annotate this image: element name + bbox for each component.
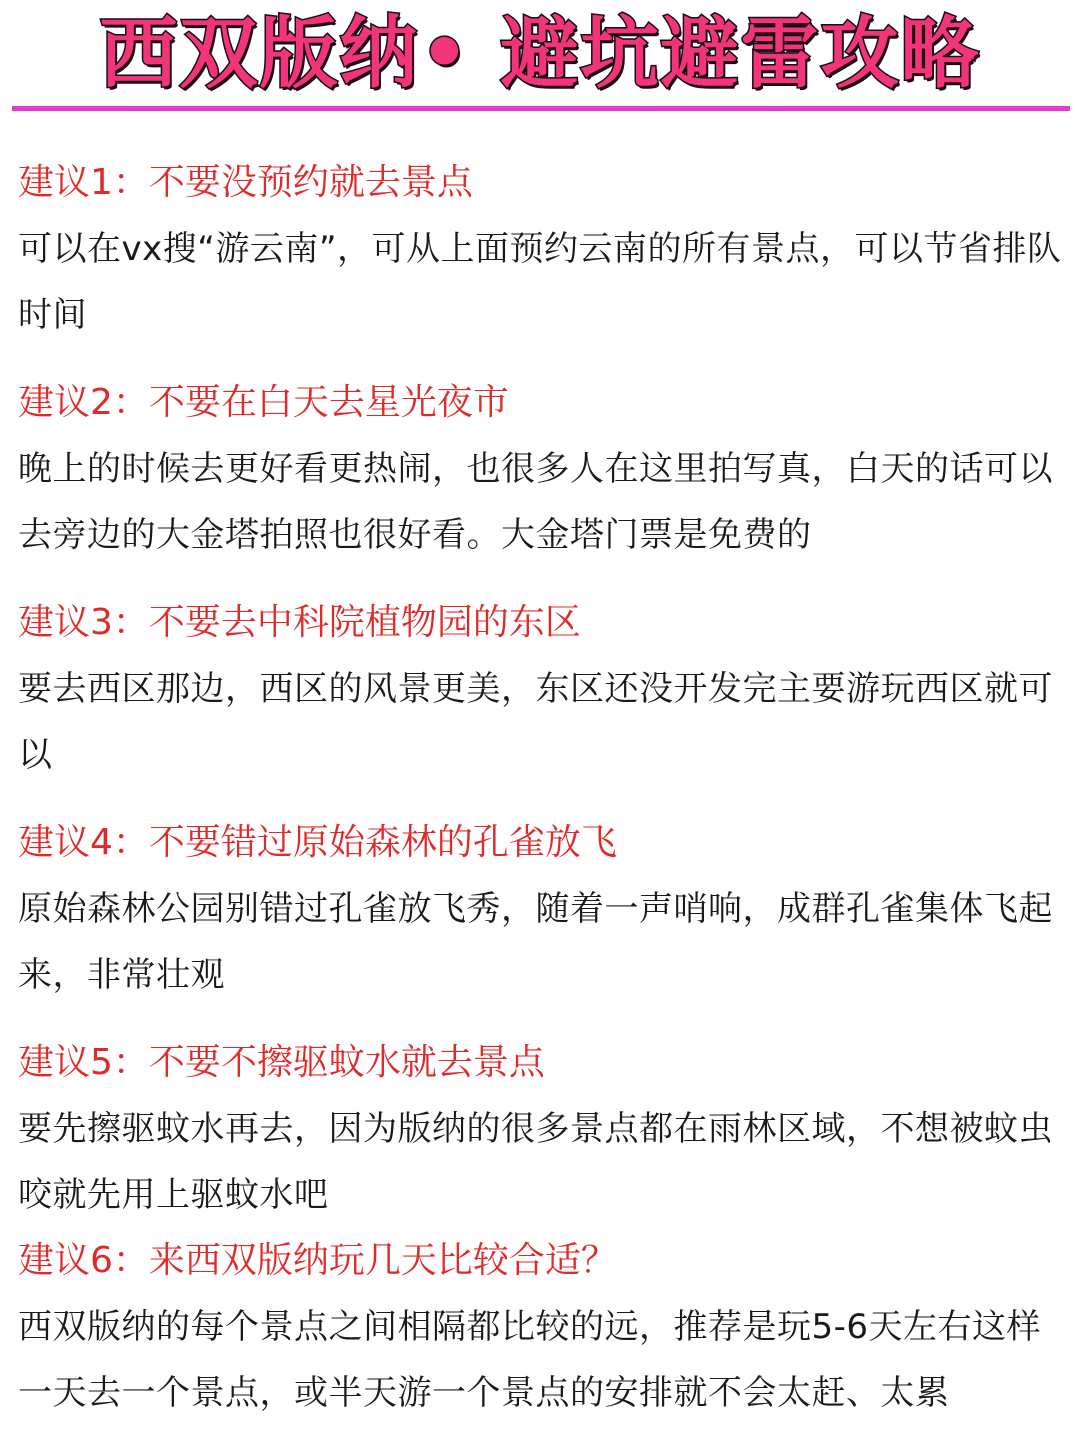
tip-heading: 建议4：不要错过原始森林的孔雀放飞 [18, 822, 617, 863]
title-divider [12, 106, 1070, 111]
tip-1 [18, 150, 1068, 348]
title-banner [0, 0, 1080, 104]
page-title: 西双版纳• 避坑避雷攻略 [99, 9, 981, 99]
tip-heading: 建议3：不要去中科院植物园的东区 [18, 602, 581, 643]
tips-list [18, 150, 1068, 1426]
tip-heading: 建议1：不要没预约就去景点 [18, 162, 473, 203]
tip-2 [18, 370, 1068, 568]
tip-body: 要去西区那边，西区的风景更美，东区还没开发完主要游玩西区就可以 [18, 669, 1053, 775]
tip-3 [18, 590, 1068, 788]
tip-body: 西双版纳的每个景点之间相隔都比较的远，推荐是玩5-6天左右这样一天去一个景点，或半天游一个景点的安排就不会太赶、太累 [18, 1307, 1042, 1413]
tip-body: 可以在vx搜“游云南”，可从上面预约云南的所有景点，可以节省排队时间 [18, 229, 1062, 335]
tip-6 [18, 1228, 1068, 1426]
tip-5 [18, 1030, 1068, 1228]
tip-heading: 建议5：不要不擦驱蚊水就去景点 [18, 1042, 545, 1083]
tip-body: 要先擦驱蚊水再去，因为版纳的很多景点都在雨林区域，不想被蚊虫咬就先用上驱蚊水吧 [18, 1109, 1053, 1215]
tip-body: 晚上的时候去更好看更热闹，也很多人在这里拍写真，白天的话可以去旁边的大金塔拍照也很好看。大金塔门票是免费的 [18, 449, 1053, 555]
tip-4 [18, 810, 1068, 1008]
tip-heading: 建议2：不要在白天去星光夜市 [18, 382, 509, 423]
tip-body: 原始森林公园别错过孔雀放飞秀，随着一声哨响，成群孔雀集体飞起来，非常壮观 [18, 889, 1053, 995]
tip-heading: 建议6：来西双版纳玩几天比较合适？ [18, 1240, 617, 1281]
